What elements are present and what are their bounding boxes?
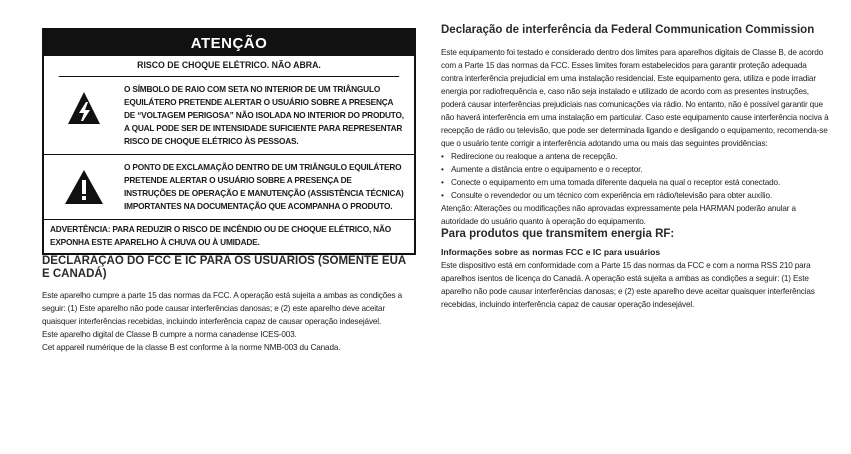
interference-bullet-list: [441, 150, 829, 202]
rf-subtitle: Informações sobre as normas FCC e IC para usuários: [441, 247, 661, 257]
fcc-ic-paragraph-2: Este aparelho digital de Classe B cumpre a norma canadense ICES-003.: [42, 330, 297, 339]
rf-title: Para produtos que transmitem energia RF:: [441, 228, 675, 240]
exclamation-triangle-icon: [44, 161, 124, 205]
lightning-row: [44, 77, 414, 148]
fcc-ic-body: [42, 289, 414, 354]
fcc-ic-title: DECLARAÇÃO DO FCC E IC PARA OS USUÁRIOS (SOMENTE EUA E CANADÁ): [42, 255, 406, 280]
lightning-text: O SÍMBOLO DE RAIO COM SETA NO INTERIOR DE UM TRIÂNGULO EQUILÁTERO PRETENDE ALERTAR O USUÁRIO SOBRE A PRESENÇA DE “VOLTAGEM PERIGOSA” NÃO ISOLADA NO INTERIOR DO PRODUTO, A QUAL PODE SER DE INTENSIDADE SUFICIENTE PARA REPRESENTAR RISCO DE CHOQUE ELÉTRICO ÀS PESSOAS.: [124, 84, 404, 146]
list-item: • Consulte o revendedor ou um técnico com experiência em rádio/televisão para obter auxílio.: [441, 189, 829, 202]
list-item: • Conecte o equipamento em uma tomada diferente daquela na qual o receptor está conectado.: [441, 176, 829, 189]
warning-box: [42, 28, 416, 255]
left-column: [42, 28, 414, 354]
rf-body: Este dispositivo está em conformidade com a Parte 15 das normas da FCC e com a norma RSS 210 para aparelhos isentos de licença do Canadá. A operação está sujeita a ambas as condições a seguir: (1) Este aparelho não pode causar interferências danosas; e (2) este aparelho deve aceitar quaisquer interferências recebidas, incluindo interferência capaz de causar operação indesejável.: [441, 261, 815, 309]
list-item: • Aumente a distância entre o equipamento e o receptor.: [441, 163, 829, 176]
lightning-triangle-icon: [44, 83, 124, 125]
warning-subtitle: RISCO DE CHOQUE ELÉTRICO. NÃO ABRA.: [59, 56, 399, 77]
harman-note: Atenção: Alterações ou modificações não aprovadas expressamente pela HARMAN poderão anular a autoridade do usuário quanto à operação do equipamento.: [441, 204, 796, 226]
warning-footer: ADVERTÊNCIA: PARA REDUZIR O RISCO DE INCÊNDIO OU DE CHOQUE ELÉTRICO, NÃO EXPONHA ESTE APARELHO À CHUVA OU À UMIDADE.: [44, 219, 414, 253]
exclamation-row: [44, 154, 414, 213]
list-item: • Redirecione ou realoque a antena de recepção.: [441, 150, 829, 163]
right-column: [441, 24, 829, 311]
fcc-interference-title: Declaração de interferência da Federal Communication Commission: [441, 24, 815, 36]
fcc-interference-section: [441, 46, 829, 228]
fcc-interference-body: Este equipamento foi testado e considerado dentro dos limites para aparelhos digitais de Classe B, de acordo com a Parte 15 das normas da FCC. Esses limites foram estabelecidos para garantir proteção adequada contra interferência prejudicial em uma instalação residencial. Este equipamento gera, utiliza e pode irradiar energia por radiofrequência e, caso não seja instalado e utilizado de acordo com as presentes instruções, poderá causar interferências prejudiciais nas comunicações via rádio. No entanto, não é possível garantir que não haverá interferência em uma instalação em particular. Caso este equipamento cause interferência nociva à recepção de rádio ou televisão, que pode ser determinada ligando e desligando o equipamento, recomenda-se que o usuário tente corrigir a interferência adotando uma ou mais das seguintes providências:: [441, 48, 829, 148]
exclamation-text: O PONTO DE EXCLAMAÇÃO DENTRO DE UM TRIÂNGULO EQUILÁTERO PRETENDE ALERTAR O USUÁRIO SOBRE A PRESENÇA DE INSTRUÇÕES DE OPERAÇÃO E MANUTENÇÃO (ASSISTÊNCIA TÉCNICA) IMPORTANTES NA DOCUMENTAÇÃO QUE ACOMPANHA O PRODUTO.: [124, 162, 404, 211]
fcc-ic-paragraph-1: Este aparelho cumpre a parte 15 das normas da FCC. A operação está sujeita a ambas as condições a seguir: (1) Este aparelho não pode causar interferências danosas; e (2) este aparelho deve aceitar quaisquer interferências recebidas, incluindo interferência capaz de causar operação indesejável.: [42, 291, 403, 326]
warning-title: ATENÇÃO: [44, 30, 414, 56]
fcc-ic-paragraph-3: Cet appareil numérique de la classe B est conforme à la norme NMB-003 du Canada.: [42, 343, 341, 352]
